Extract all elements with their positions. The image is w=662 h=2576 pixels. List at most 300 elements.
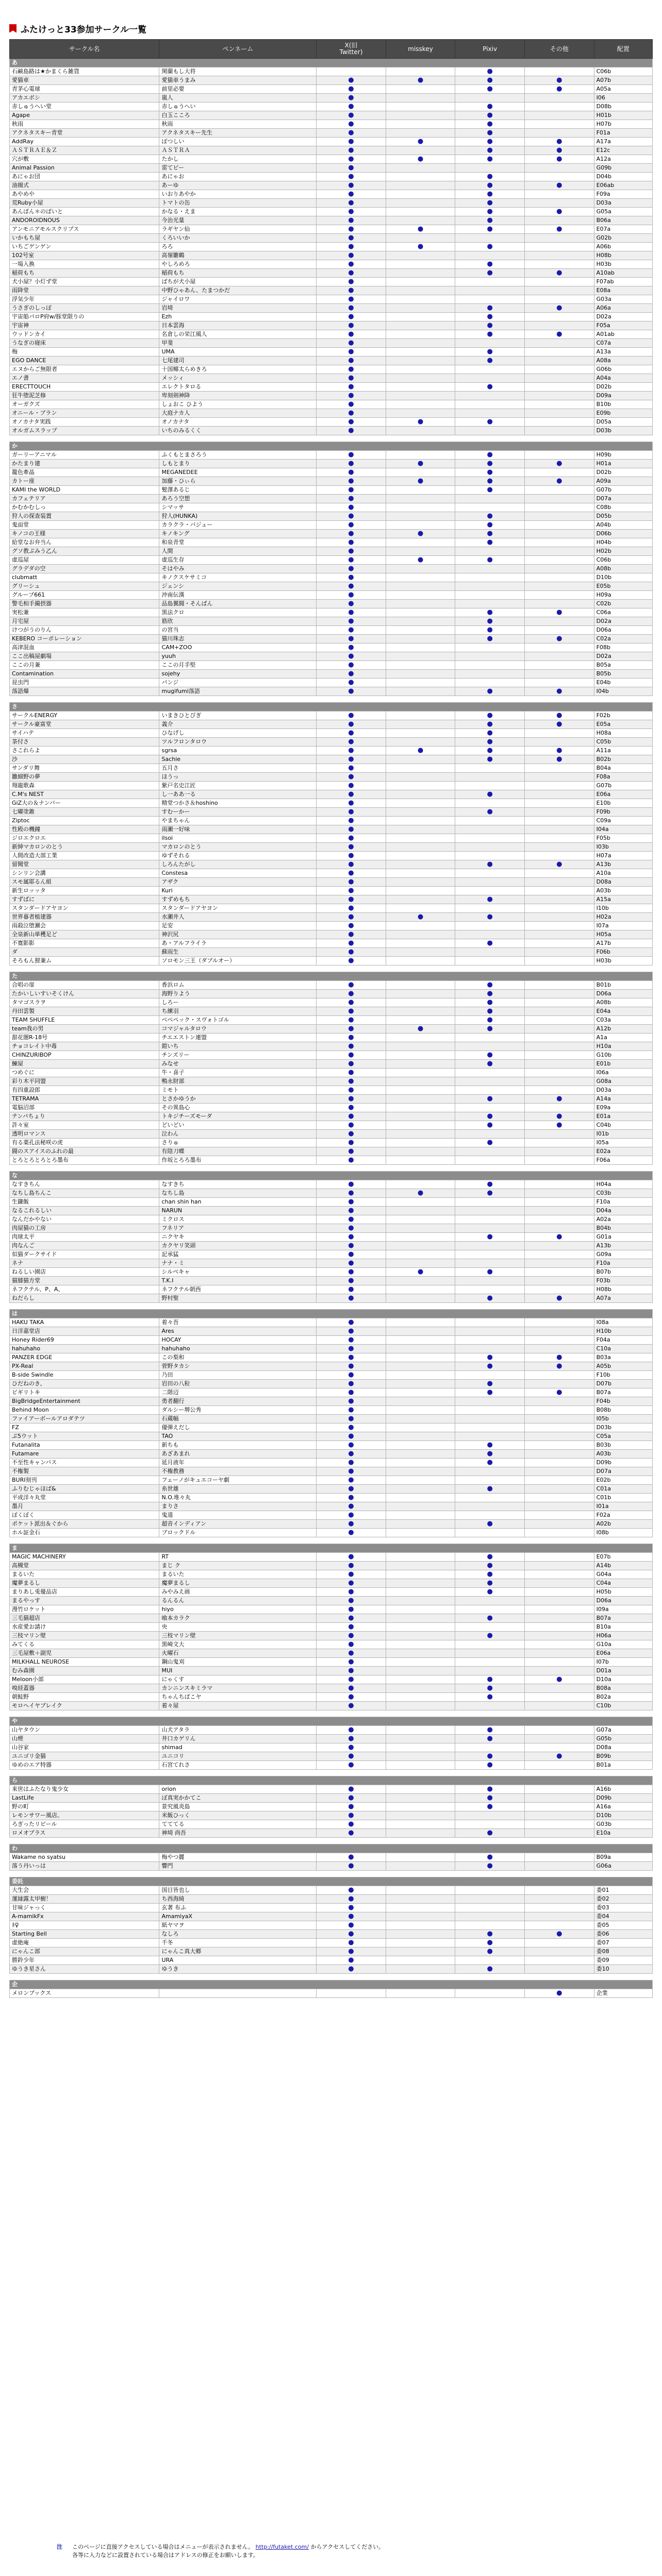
x-link-mark[interactable]: ● [317,764,386,773]
x-link-mark[interactable]: ● [317,374,386,383]
pixiv-link-mark[interactable]: ● [455,85,525,94]
pixiv-link-mark[interactable]: ● [455,939,525,948]
x-link-mark[interactable]: ● [317,904,386,913]
pixiv-link-mark[interactable]: ● [455,635,525,643]
other-link-mark[interactable]: ● [524,181,594,190]
x-link-mark[interactable]: ● [317,1886,386,1895]
other-link-mark[interactable]: ● [524,1294,594,1303]
x-link-mark[interactable]: ● [317,234,386,243]
other-link-mark[interactable]: ● [524,138,594,146]
x-link-mark[interactable]: ● [317,451,386,460]
x-link-mark[interactable]: ● [317,1069,386,1077]
x-link-mark[interactable]: ● [317,1180,386,1189]
x-link-mark[interactable]: ● [317,1380,386,1388]
x-link-mark[interactable]: ● [317,1450,386,1459]
other-link-mark[interactable]: ● [524,747,594,755]
pixiv-link-mark[interactable]: ● [455,1829,525,1838]
pixiv-link-mark[interactable]: ● [455,1450,525,1459]
x-link-mark[interactable]: ● [317,1579,386,1588]
x-link-mark[interactable]: ● [317,120,386,129]
x-link-mark[interactable]: ● [317,1667,386,1675]
x-link-mark[interactable]: ● [317,1224,386,1233]
x-link-mark[interactable]: ● [317,1702,386,1710]
other-link-mark[interactable]: ● [524,269,594,278]
other-link-mark[interactable]: ● [524,225,594,234]
pixiv-link-mark[interactable]: ● [455,1862,525,1871]
pixiv-link-mark[interactable]: ● [455,1803,525,1811]
misskey-link-mark[interactable]: ● [386,1025,455,1033]
x-link-mark[interactable]: ● [317,600,386,608]
x-link-mark[interactable]: ● [317,1423,386,1432]
misskey-link-mark[interactable]: ● [386,556,455,565]
x-link-mark[interactable]: ● [317,138,386,146]
pixiv-link-mark[interactable]: ● [455,687,525,696]
pixiv-link-mark[interactable]: ● [455,304,525,313]
pixiv-link-mark[interactable]: ● [455,1380,525,1388]
pixiv-link-mark[interactable]: ● [455,199,525,208]
pixiv-link-mark[interactable]: ● [455,1016,525,1025]
x-link-mark[interactable]: ● [317,1156,386,1165]
pixiv-link-mark[interactable]: ● [455,747,525,755]
x-link-mark[interactable]: ● [317,591,386,600]
x-link-mark[interactable]: ● [317,1112,386,1121]
x-link-mark[interactable]: ● [317,521,386,530]
x-link-mark[interactable]: ● [317,1939,386,1947]
pixiv-link-mark[interactable]: ● [455,67,525,76]
x-link-mark[interactable]: ● [317,103,386,111]
pixiv-link-mark[interactable]: ● [455,225,525,234]
x-link-mark[interactable]: ● [317,1829,386,1838]
pixiv-link-mark[interactable]: ● [455,1761,525,1770]
x-link-mark[interactable]: ● [317,1684,386,1693]
other-link-mark[interactable]: ● [524,1362,594,1371]
pixiv-link-mark[interactable]: ● [455,1180,525,1189]
x-link-mark[interactable]: ● [317,486,386,495]
x-link-mark[interactable]: ● [317,661,386,670]
x-link-mark[interactable]: ● [317,556,386,565]
x-link-mark[interactable]: ● [317,208,386,216]
pixiv-link-mark[interactable]: ● [455,1139,525,1147]
pixiv-link-mark[interactable]: ● [455,181,525,190]
misskey-link-mark[interactable]: ● [386,1189,455,1198]
x-link-mark[interactable]: ● [317,321,386,330]
x-link-mark[interactable]: ● [317,1147,386,1156]
x-link-mark[interactable]: ● [317,1614,386,1623]
pixiv-link-mark[interactable]: ● [455,1485,525,1494]
pixiv-link-mark[interactable]: ● [455,1947,525,1956]
x-link-mark[interactable]: ● [317,330,386,339]
x-link-mark[interactable]: ● [317,173,386,181]
x-link-mark[interactable]: ● [317,652,386,661]
other-link-mark[interactable]: ● [524,635,594,643]
x-link-mark[interactable]: ● [317,1415,386,1423]
other-link-mark[interactable]: ● [524,720,594,729]
pixiv-link-mark[interactable]: ● [455,530,525,538]
x-link-mark[interactable]: ● [317,1494,386,1502]
x-link-mark[interactable]: ● [317,895,386,904]
x-link-mark[interactable]: ● [317,1862,386,1871]
x-link-mark[interactable]: ● [317,643,386,652]
x-link-mark[interactable]: ● [317,269,386,278]
x-link-mark[interactable]: ● [317,817,386,825]
x-link-mark[interactable]: ● [317,998,386,1007]
x-link-mark[interactable]: ● [317,720,386,729]
x-link-mark[interactable]: ● [317,199,386,208]
misskey-link-mark[interactable]: ● [386,225,455,234]
other-link-mark[interactable]: ● [524,1121,594,1130]
pixiv-link-mark[interactable]: ● [455,190,525,199]
misskey-link-mark[interactable]: ● [386,913,455,922]
x-link-mark[interactable]: ● [317,626,386,635]
x-link-mark[interactable]: ● [317,1605,386,1614]
x-link-mark[interactable]: ● [317,1371,386,1380]
pixiv-link-mark[interactable]: ● [455,913,525,922]
pixiv-link-mark[interactable]: ● [455,321,525,330]
pixiv-link-mark[interactable]: ● [455,1785,525,1794]
x-link-mark[interactable]: ● [317,1965,386,1974]
pixiv-link-mark[interactable]: ● [455,860,525,869]
x-link-mark[interactable]: ● [317,427,386,435]
pixiv-link-mark[interactable]: ● [455,755,525,764]
other-link-mark[interactable]: ● [524,76,594,85]
x-link-mark[interactable]: ● [317,808,386,817]
x-link-mark[interactable]: ● [317,1362,386,1371]
x-link-mark[interactable]: ● [317,957,386,965]
pixiv-link-mark[interactable]: ● [455,260,525,269]
pixiv-link-mark[interactable]: ● [455,1095,525,1104]
x-link-mark[interactable]: ● [317,468,386,477]
x-link-mark[interactable]: ● [317,565,386,573]
other-link-mark[interactable]: ● [524,860,594,869]
x-link-mark[interactable]: ● [317,869,386,878]
x-link-mark[interactable]: ● [317,1397,386,1406]
x-link-mark[interactable]: ● [317,608,386,617]
x-link-mark[interactable]: ● [317,1207,386,1215]
pixiv-link-mark[interactable]: ● [455,1233,525,1242]
x-link-mark[interactable]: ● [317,922,386,930]
pixiv-link-mark[interactable]: ● [455,738,525,747]
x-link-mark[interactable]: ● [317,530,386,538]
other-link-mark[interactable]: ● [524,1095,594,1104]
x-link-mark[interactable]: ● [317,1529,386,1537]
x-link-mark[interactable]: ● [317,164,386,173]
x-link-mark[interactable]: ● [317,887,386,895]
x-link-mark[interactable]: ● [317,729,386,738]
other-link-mark[interactable]: ● [524,85,594,94]
x-link-mark[interactable]: ● [317,1025,386,1033]
x-link-mark[interactable]: ● [317,1198,386,1207]
pixiv-link-mark[interactable]: ● [455,1726,525,1735]
x-link-mark[interactable]: ● [317,939,386,948]
pixiv-link-mark[interactable]: ● [455,617,525,626]
pixiv-link-mark[interactable]: ● [455,990,525,998]
pixiv-link-mark[interactable]: ● [455,626,525,635]
x-link-mark[interactable]: ● [317,799,386,808]
x-link-mark[interactable]: ● [317,1520,386,1529]
x-link-mark[interactable]: ● [317,981,386,990]
pixiv-link-mark[interactable]: ● [455,1025,525,1033]
x-link-mark[interactable]: ● [317,1060,386,1069]
x-link-mark[interactable]: ● [317,460,386,468]
x-link-mark[interactable]: ● [317,825,386,834]
pixiv-link-mark[interactable]: ● [455,76,525,85]
x-link-mark[interactable]: ● [317,1588,386,1597]
x-link-mark[interactable]: ● [317,1485,386,1494]
pixiv-link-mark[interactable]: ● [455,1614,525,1623]
x-link-mark[interactable]: ● [317,878,386,887]
pixiv-link-mark[interactable]: ● [455,313,525,321]
misskey-link-mark[interactable]: ● [386,418,455,427]
pixiv-link-mark[interactable]: ● [455,111,525,120]
x-link-mark[interactable]: ● [317,1570,386,1579]
x-link-mark[interactable]: ● [317,834,386,843]
pixiv-link-mark[interactable]: ● [455,243,525,251]
x-link-mark[interactable]: ● [317,1675,386,1684]
misskey-link-mark[interactable]: ● [386,243,455,251]
x-link-mark[interactable]: ● [317,670,386,679]
pixiv-link-mark[interactable]: ● [455,1939,525,1947]
misskey-link-mark[interactable]: ● [386,477,455,486]
other-link-mark[interactable]: ● [524,1675,594,1684]
misskey-link-mark[interactable]: ● [386,460,455,468]
other-link-mark[interactable]: ● [524,1989,594,1998]
x-link-mark[interactable]: ● [317,1259,386,1268]
pixiv-link-mark[interactable]: ● [455,1060,525,1069]
x-link-mark[interactable]: ● [317,1250,386,1259]
x-link-mark[interactable]: ● [317,1353,386,1362]
x-link-mark[interactable]: ● [317,190,386,199]
x-link-mark[interactable]: ● [317,1467,386,1476]
other-link-mark[interactable]: ● [524,330,594,339]
x-link-mark[interactable]: ● [317,1476,386,1485]
x-link-mark[interactable]: ● [317,348,386,357]
x-link-mark[interactable]: ● [317,383,386,392]
x-link-mark[interactable]: ● [317,1735,386,1743]
x-link-mark[interactable]: ● [317,1042,386,1051]
other-link-mark[interactable]: ● [524,146,594,155]
x-link-mark[interactable]: ● [317,1051,386,1060]
x-link-mark[interactable]: ● [317,76,386,85]
pixiv-link-mark[interactable]: ● [455,383,525,392]
x-link-mark[interactable]: ● [317,225,386,234]
x-link-mark[interactable]: ● [317,1033,386,1042]
x-link-mark[interactable]: ● [317,1189,386,1198]
x-link-mark[interactable]: ● [317,1016,386,1025]
x-link-mark[interactable]: ● [317,400,386,409]
x-link-mark[interactable]: ● [317,1242,386,1250]
x-link-mark[interactable]: ● [317,1562,386,1570]
x-link-mark[interactable]: ● [317,679,386,687]
x-link-mark[interactable]: ● [317,216,386,225]
x-link-mark[interactable]: ● [317,755,386,764]
x-link-mark[interactable]: ● [317,1921,386,1930]
x-link-mark[interactable]: ● [317,1853,386,1862]
pixiv-link-mark[interactable]: ● [455,120,525,129]
x-link-mark[interactable]: ● [317,1761,386,1770]
x-link-mark[interactable]: ● [317,538,386,547]
pixiv-link-mark[interactable]: ● [455,129,525,138]
x-link-mark[interactable]: ● [317,1811,386,1820]
x-link-mark[interactable]: ● [317,860,386,869]
other-link-mark[interactable]: ● [524,1388,594,1397]
pixiv-link-mark[interactable]: ● [455,1965,525,1974]
x-link-mark[interactable]: ● [317,1285,386,1294]
x-link-mark[interactable]: ● [317,1388,386,1397]
other-link-mark[interactable]: ● [524,460,594,468]
pixiv-link-mark[interactable]: ● [455,460,525,468]
x-link-mark[interactable]: ● [317,1632,386,1640]
x-link-mark[interactable]: ● [317,1459,386,1467]
x-link-mark[interactable]: ● [317,418,386,427]
x-link-mark[interactable]: ● [317,747,386,755]
pixiv-link-mark[interactable]: ● [455,1735,525,1743]
other-link-mark[interactable]: ● [524,1930,594,1939]
pixiv-link-mark[interactable]: ● [455,895,525,904]
x-link-mark[interactable]: ● [317,547,386,556]
pixiv-link-mark[interactable]: ● [455,720,525,729]
futaket-link[interactable]: http://futaket.com/ [255,2544,309,2550]
pixiv-link-mark[interactable]: ● [455,357,525,365]
pixiv-link-mark[interactable]: ● [455,146,525,155]
x-link-mark[interactable]: ● [317,111,386,120]
x-link-mark[interactable]: ● [317,1233,386,1242]
other-link-mark[interactable]: ● [524,1353,594,1362]
pixiv-link-mark[interactable]: ● [455,1294,525,1303]
x-link-mark[interactable]: ● [317,1785,386,1794]
misskey-link-mark[interactable]: ● [386,155,455,164]
pixiv-link-mark[interactable]: ● [455,103,525,111]
pixiv-link-mark[interactable]: ● [455,512,525,521]
pixiv-link-mark[interactable]: ● [455,1441,525,1450]
pixiv-link-mark[interactable]: ● [455,808,525,817]
pixiv-link-mark[interactable]: ● [455,1752,525,1761]
pixiv-link-mark[interactable]: ● [455,556,525,565]
x-link-mark[interactable]: ● [317,1406,386,1415]
x-link-mark[interactable]: ● [317,852,386,860]
pixiv-link-mark[interactable]: ● [455,608,525,617]
pixiv-link-mark[interactable]: ● [455,269,525,278]
pixiv-link-mark[interactable]: ● [455,1362,525,1371]
x-link-mark[interactable]: ● [317,286,386,295]
pixiv-link-mark[interactable]: ● [455,538,525,547]
pixiv-link-mark[interactable]: ● [455,1353,525,1362]
x-link-mark[interactable]: ● [317,1912,386,1921]
pixiv-link-mark[interactable]: ● [455,155,525,164]
pixiv-link-mark[interactable]: ● [455,486,525,495]
other-link-mark[interactable]: ● [524,755,594,764]
x-link-mark[interactable]: ● [317,1336,386,1345]
pixiv-link-mark[interactable]: ● [455,173,525,181]
x-link-mark[interactable]: ● [317,295,386,304]
pixiv-link-mark[interactable]: ● [455,1520,525,1529]
x-link-mark[interactable]: ● [317,1726,386,1735]
pixiv-link-mark[interactable]: ● [455,1579,525,1588]
x-link-mark[interactable]: ● [317,1318,386,1327]
x-link-mark[interactable]: ● [317,782,386,790]
pixiv-link-mark[interactable]: ● [455,348,525,357]
x-link-mark[interactable]: ● [317,304,386,313]
pixiv-link-mark[interactable]: ● [455,1675,525,1684]
x-link-mark[interactable]: ● [317,1215,386,1224]
x-link-mark[interactable]: ● [317,1432,386,1441]
x-link-mark[interactable]: ● [317,1895,386,1904]
x-link-mark[interactable]: ● [317,155,386,164]
pixiv-link-mark[interactable]: ● [455,1388,525,1397]
pixiv-link-mark[interactable]: ● [455,1051,525,1060]
other-link-mark[interactable]: ● [524,1112,594,1121]
other-link-mark[interactable]: ● [524,608,594,617]
x-link-mark[interactable]: ● [317,573,386,582]
pixiv-link-mark[interactable]: ● [455,1794,525,1803]
x-link-mark[interactable]: ● [317,495,386,503]
pixiv-link-mark[interactable]: ● [455,208,525,216]
x-link-mark[interactable]: ● [317,251,386,260]
x-link-mark[interactable]: ● [317,85,386,94]
misskey-link-mark[interactable]: ● [386,747,455,755]
x-link-mark[interactable]: ● [317,948,386,957]
x-link-mark[interactable]: ● [317,357,386,365]
x-link-mark[interactable]: ● [317,278,386,286]
x-link-mark[interactable]: ● [317,635,386,643]
x-link-mark[interactable]: ● [317,1553,386,1562]
x-link-mark[interactable]: ● [317,1956,386,1965]
x-link-mark[interactable]: ● [317,181,386,190]
pixiv-link-mark[interactable]: ● [455,1007,525,1016]
x-link-mark[interactable]: ● [317,1947,386,1956]
pixiv-link-mark[interactable]: ● [455,1853,525,1862]
x-link-mark[interactable]: ● [317,477,386,486]
other-link-mark[interactable]: ● [524,711,594,720]
x-link-mark[interactable]: ● [317,1930,386,1939]
pixiv-link-mark[interactable]: ● [455,1562,525,1570]
x-link-mark[interactable]: ● [317,409,386,418]
x-link-mark[interactable]: ● [317,1649,386,1658]
x-link-mark[interactable]: ● [317,146,386,155]
x-link-mark[interactable]: ● [317,582,386,591]
pixiv-link-mark[interactable]: ● [455,981,525,990]
other-link-mark[interactable]: ● [524,687,594,696]
x-link-mark[interactable]: ● [317,260,386,269]
pixiv-link-mark[interactable]: ● [455,216,525,225]
other-link-mark[interactable]: ● [524,1752,594,1761]
x-link-mark[interactable]: ● [317,990,386,998]
x-link-mark[interactable]: ● [317,1794,386,1803]
x-link-mark[interactable]: ● [317,1511,386,1520]
x-link-mark[interactable]: ● [317,1640,386,1649]
x-link-mark[interactable]: ● [317,1294,386,1303]
pixiv-link-mark[interactable]: ● [455,1693,525,1702]
pixiv-link-mark[interactable]: ● [455,468,525,477]
other-link-mark[interactable]: ● [524,208,594,216]
other-link-mark[interactable]: ● [524,304,594,313]
pixiv-link-mark[interactable]: ● [455,998,525,1007]
pixiv-link-mark[interactable]: ● [455,1268,525,1277]
pixiv-link-mark[interactable]: ● [455,1112,525,1121]
x-link-mark[interactable]: ● [317,1904,386,1912]
x-link-mark[interactable]: ● [317,617,386,626]
x-link-mark[interactable]: ● [317,243,386,251]
pixiv-link-mark[interactable]: ● [455,521,525,530]
x-link-mark[interactable]: ● [317,773,386,782]
pixiv-link-mark[interactable]: ● [455,1588,525,1597]
x-link-mark[interactable]: ● [317,738,386,747]
x-link-mark[interactable]: ● [317,1277,386,1285]
x-link-mark[interactable]: ● [317,1693,386,1702]
pixiv-link-mark[interactable]: ● [455,1189,525,1198]
x-link-mark[interactable]: ● [317,913,386,922]
other-link-mark[interactable]: ● [524,1233,594,1242]
x-link-mark[interactable]: ● [317,843,386,852]
